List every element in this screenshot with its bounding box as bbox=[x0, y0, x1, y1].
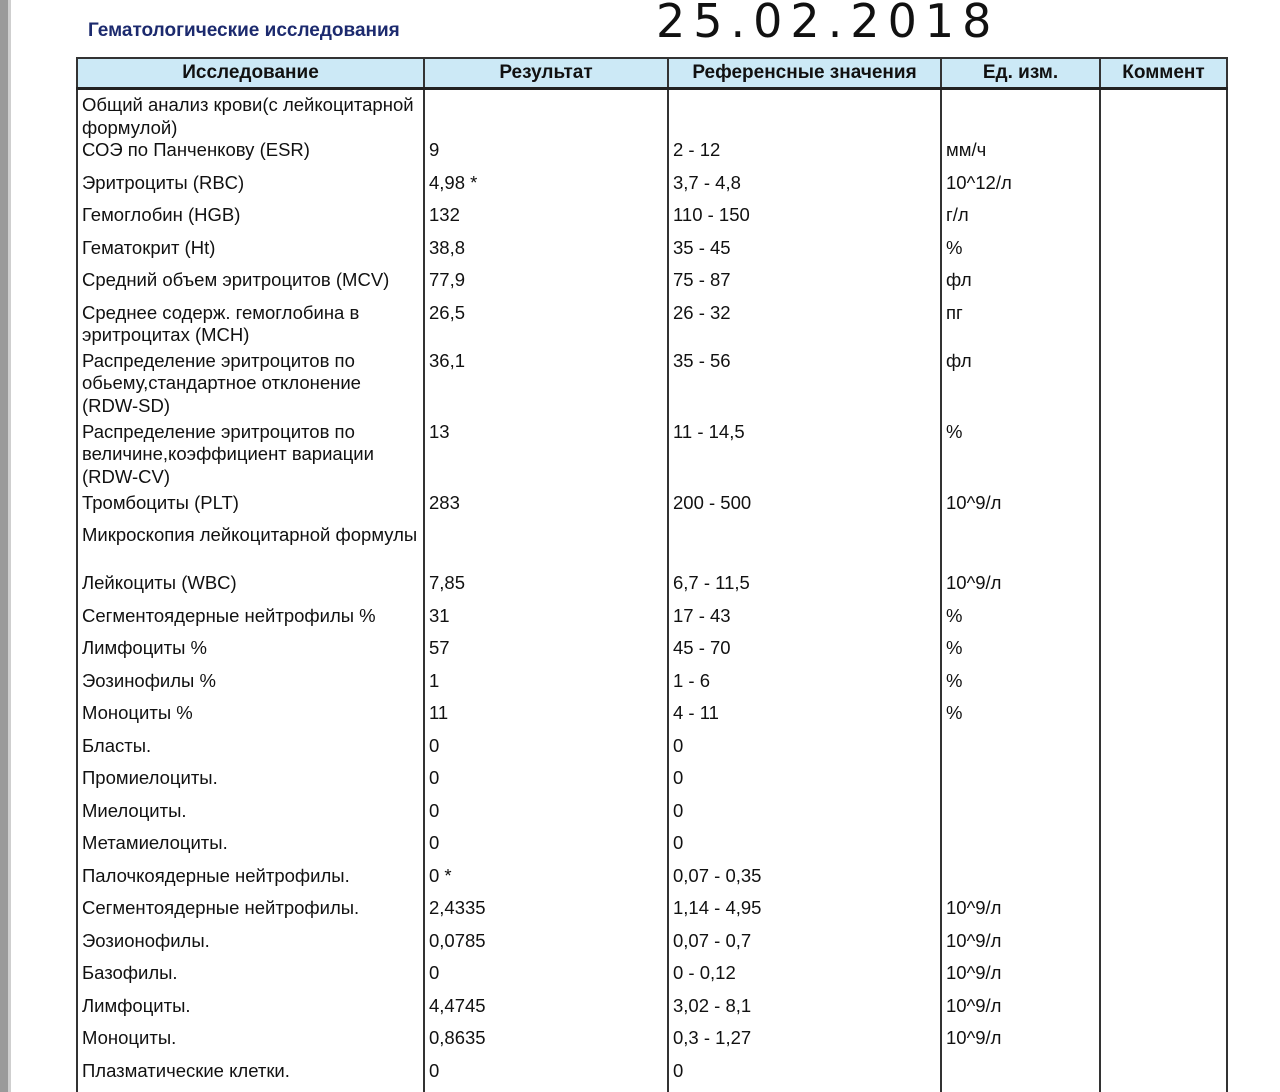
cell-result: 57 bbox=[424, 637, 668, 670]
cell-test: Промиелоциты. bbox=[77, 767, 424, 800]
cell-unit bbox=[941, 832, 1100, 865]
cell-test: Микроскопия лейкоцитарной формулы bbox=[77, 524, 424, 572]
page-edge-shadow bbox=[0, 0, 8, 1092]
cell-test: Распределение эритроцитов по обьему,стандартное отклонение (RDW-SD) bbox=[77, 350, 424, 421]
cell-test: Сегментоядерные нейтрофилы % bbox=[77, 605, 424, 638]
section-title: Гематологические исследования bbox=[88, 20, 400, 41]
cell-test: Плазматические клетки. bbox=[77, 1060, 424, 1092]
table-row bbox=[77, 204, 1227, 237]
cell-unit: % bbox=[941, 605, 1100, 638]
cell-unit bbox=[941, 767, 1100, 800]
cell-test: Лейкоциты (WBC) bbox=[77, 572, 424, 605]
cell-comment bbox=[1100, 302, 1227, 350]
cell-comment bbox=[1100, 930, 1227, 963]
cell-unit: 10^9/л bbox=[941, 897, 1100, 930]
table-row bbox=[77, 995, 1227, 1028]
table-row bbox=[77, 1027, 1227, 1060]
results-table bbox=[76, 57, 1228, 1092]
table-row bbox=[77, 702, 1227, 735]
cell-result: 2,4335 bbox=[424, 897, 668, 930]
cell-unit bbox=[941, 524, 1100, 572]
cell-reference: 0,3 - 1,27 bbox=[668, 1027, 941, 1060]
cell-reference bbox=[668, 89, 941, 140]
cell-unit: фл bbox=[941, 350, 1100, 421]
cell-unit: мм/ч bbox=[941, 139, 1100, 172]
cell-test: Среднее содерж. гемоглобина в эритроцитах (MCH) bbox=[77, 302, 424, 350]
cell-result: 77,9 bbox=[424, 269, 668, 302]
cell-result bbox=[424, 524, 668, 572]
cell-reference: 75 - 87 bbox=[668, 269, 941, 302]
cell-reference bbox=[668, 524, 941, 572]
table-row bbox=[77, 637, 1227, 670]
cell-comment bbox=[1100, 421, 1227, 492]
page-edge-highlight bbox=[8, 0, 11, 1092]
cell-comment bbox=[1100, 1027, 1227, 1060]
cell-comment bbox=[1100, 962, 1227, 995]
cell-result: 13 bbox=[424, 421, 668, 492]
table-row bbox=[77, 237, 1227, 270]
table-row bbox=[77, 572, 1227, 605]
cell-reference: 11 - 14,5 bbox=[668, 421, 941, 492]
cell-result: 0 bbox=[424, 832, 668, 865]
cell-comment bbox=[1100, 269, 1227, 302]
cell-reference: 0 bbox=[668, 1060, 941, 1092]
cell-test: Метамиелоциты. bbox=[77, 832, 424, 865]
cell-comment bbox=[1100, 1060, 1227, 1092]
cell-reference: 0,07 - 0,35 bbox=[668, 865, 941, 898]
cell-test: СОЭ по Панченкову (ESR) bbox=[77, 139, 424, 172]
cell-test: Средний объем эритроцитов (MCV) bbox=[77, 269, 424, 302]
cell-result: 0,8635 bbox=[424, 1027, 668, 1060]
table-row bbox=[77, 962, 1227, 995]
cell-result: 0 bbox=[424, 767, 668, 800]
table-row bbox=[77, 172, 1227, 205]
cell-comment bbox=[1100, 735, 1227, 768]
cell-test: Общий анализ крови(с лейкоцитарной формулой) bbox=[77, 89, 424, 140]
cell-test: Бласты. bbox=[77, 735, 424, 768]
table-header-row bbox=[77, 58, 1227, 89]
cell-comment bbox=[1100, 139, 1227, 172]
cell-test: Тромбоциты (PLT) bbox=[77, 492, 424, 525]
table-row bbox=[77, 421, 1227, 492]
cell-reference: 0 bbox=[668, 800, 941, 833]
cell-unit bbox=[941, 735, 1100, 768]
cell-result: 132 bbox=[424, 204, 668, 237]
cell-comment bbox=[1100, 800, 1227, 833]
cell-reference: 6,7 - 11,5 bbox=[668, 572, 941, 605]
cell-result: 1 bbox=[424, 670, 668, 703]
cell-unit: 10^9/л bbox=[941, 962, 1100, 995]
cell-result: 4,98 * bbox=[424, 172, 668, 205]
table-row bbox=[77, 350, 1227, 421]
cell-reference: 1,14 - 4,95 bbox=[668, 897, 941, 930]
cell-result: 0 * bbox=[424, 865, 668, 898]
cell-result: 7,85 bbox=[424, 572, 668, 605]
cell-test: Эозионофилы. bbox=[77, 930, 424, 963]
table-row bbox=[77, 269, 1227, 302]
cell-unit: % bbox=[941, 637, 1100, 670]
cell-result bbox=[424, 89, 668, 140]
cell-reference: 0 - 0,12 bbox=[668, 962, 941, 995]
cell-unit: % bbox=[941, 237, 1100, 270]
cell-reference: 0 bbox=[668, 832, 941, 865]
cell-comment bbox=[1100, 832, 1227, 865]
cell-reference: 4 - 11 bbox=[668, 702, 941, 735]
cell-comment bbox=[1100, 524, 1227, 572]
cell-unit: 10^12/л bbox=[941, 172, 1100, 205]
table-row bbox=[77, 302, 1227, 350]
cell-result: 36,1 bbox=[424, 350, 668, 421]
table-row bbox=[77, 767, 1227, 800]
cell-reference: 35 - 45 bbox=[668, 237, 941, 270]
cell-reference: 3,02 - 8,1 bbox=[668, 995, 941, 1028]
column-header-comment: Коммент bbox=[1100, 58, 1227, 89]
cell-result: 0 bbox=[424, 1060, 668, 1092]
cell-result: 0,0785 bbox=[424, 930, 668, 963]
cell-reference: 3,7 - 4,8 bbox=[668, 172, 941, 205]
cell-unit: 10^9/л bbox=[941, 572, 1100, 605]
cell-comment bbox=[1100, 237, 1227, 270]
cell-result: 0 bbox=[424, 962, 668, 995]
table-row bbox=[77, 670, 1227, 703]
cell-comment bbox=[1100, 204, 1227, 237]
cell-result: 283 bbox=[424, 492, 668, 525]
cell-result: 0 bbox=[424, 800, 668, 833]
cell-result: 0 bbox=[424, 735, 668, 768]
cell-comment bbox=[1100, 572, 1227, 605]
cell-reference: 17 - 43 bbox=[668, 605, 941, 638]
cell-unit: пг bbox=[941, 302, 1100, 350]
cell-reference: 45 - 70 bbox=[668, 637, 941, 670]
cell-reference: 0 bbox=[668, 735, 941, 768]
cell-test: Эозинофилы % bbox=[77, 670, 424, 703]
report-date: 25.02.2018 bbox=[656, 0, 1000, 48]
cell-result: 26,5 bbox=[424, 302, 668, 350]
cell-reference: 2 - 12 bbox=[668, 139, 941, 172]
cell-reference: 26 - 32 bbox=[668, 302, 941, 350]
cell-test: Лимфоциты. bbox=[77, 995, 424, 1028]
cell-comment bbox=[1100, 767, 1227, 800]
cell-reference: 0 bbox=[668, 767, 941, 800]
table-row bbox=[77, 492, 1227, 525]
table-row bbox=[77, 832, 1227, 865]
cell-comment bbox=[1100, 670, 1227, 703]
cell-reference: 0,07 - 0,7 bbox=[668, 930, 941, 963]
cell-result: 11 bbox=[424, 702, 668, 735]
cell-unit: 10^9/л bbox=[941, 995, 1100, 1028]
cell-unit bbox=[941, 865, 1100, 898]
cell-comment bbox=[1100, 637, 1227, 670]
cell-comment bbox=[1100, 865, 1227, 898]
cell-test: Моноциты. bbox=[77, 1027, 424, 1060]
cell-test: Миелоциты. bbox=[77, 800, 424, 833]
cell-unit bbox=[941, 89, 1100, 140]
table-row bbox=[77, 89, 1227, 140]
cell-test: Сегментоядерные нейтрофилы. bbox=[77, 897, 424, 930]
cell-test: Эритроциты (RBC) bbox=[77, 172, 424, 205]
cell-result: 4,4745 bbox=[424, 995, 668, 1028]
cell-unit: г/л bbox=[941, 204, 1100, 237]
cell-comment bbox=[1100, 995, 1227, 1028]
cell-unit: 10^9/л bbox=[941, 1027, 1100, 1060]
cell-test: Лимфоциты % bbox=[77, 637, 424, 670]
cell-test: Распределение эритроцитов по величине,коэффициент вариации (RDW-CV) bbox=[77, 421, 424, 492]
cell-unit bbox=[941, 1060, 1100, 1092]
table-row bbox=[77, 800, 1227, 833]
cell-comment bbox=[1100, 492, 1227, 525]
table-row bbox=[77, 865, 1227, 898]
column-header-test: Исследование bbox=[77, 58, 424, 89]
cell-test: Гематокрит (Ht) bbox=[77, 237, 424, 270]
cell-result: 31 bbox=[424, 605, 668, 638]
cell-unit: % bbox=[941, 702, 1100, 735]
cell-unit: % bbox=[941, 670, 1100, 703]
cell-reference: 200 - 500 bbox=[668, 492, 941, 525]
cell-unit: 10^9/л bbox=[941, 492, 1100, 525]
cell-comment bbox=[1100, 897, 1227, 930]
cell-test: Моноциты % bbox=[77, 702, 424, 735]
column-header-unit: Ед. изм. bbox=[941, 58, 1100, 89]
cell-result: 38,8 bbox=[424, 237, 668, 270]
cell-unit: % bbox=[941, 421, 1100, 492]
cell-comment bbox=[1100, 172, 1227, 205]
table-row bbox=[77, 897, 1227, 930]
cell-reference: 1 - 6 bbox=[668, 670, 941, 703]
table-row bbox=[77, 735, 1227, 768]
cell-unit: фл bbox=[941, 269, 1100, 302]
table-row bbox=[77, 524, 1227, 572]
table-row bbox=[77, 139, 1227, 172]
cell-unit: 10^9/л bbox=[941, 930, 1100, 963]
cell-result: 9 bbox=[424, 139, 668, 172]
cell-test: Гемоглобин (HGB) bbox=[77, 204, 424, 237]
cell-comment bbox=[1100, 605, 1227, 638]
cell-test: Палочкоядерные нейтрофилы. bbox=[77, 865, 424, 898]
table-row bbox=[77, 605, 1227, 638]
table-row bbox=[77, 930, 1227, 963]
cell-unit bbox=[941, 800, 1100, 833]
cell-test: Базофилы. bbox=[77, 962, 424, 995]
cell-comment bbox=[1100, 350, 1227, 421]
column-header-result: Результат bbox=[424, 58, 668, 89]
cell-comment bbox=[1100, 89, 1227, 140]
column-header-reference: Референсные значения bbox=[668, 58, 941, 89]
table-row bbox=[77, 1060, 1227, 1092]
cell-reference: 35 - 56 bbox=[668, 350, 941, 421]
cell-reference: 110 - 150 bbox=[668, 204, 941, 237]
cell-comment bbox=[1100, 702, 1227, 735]
